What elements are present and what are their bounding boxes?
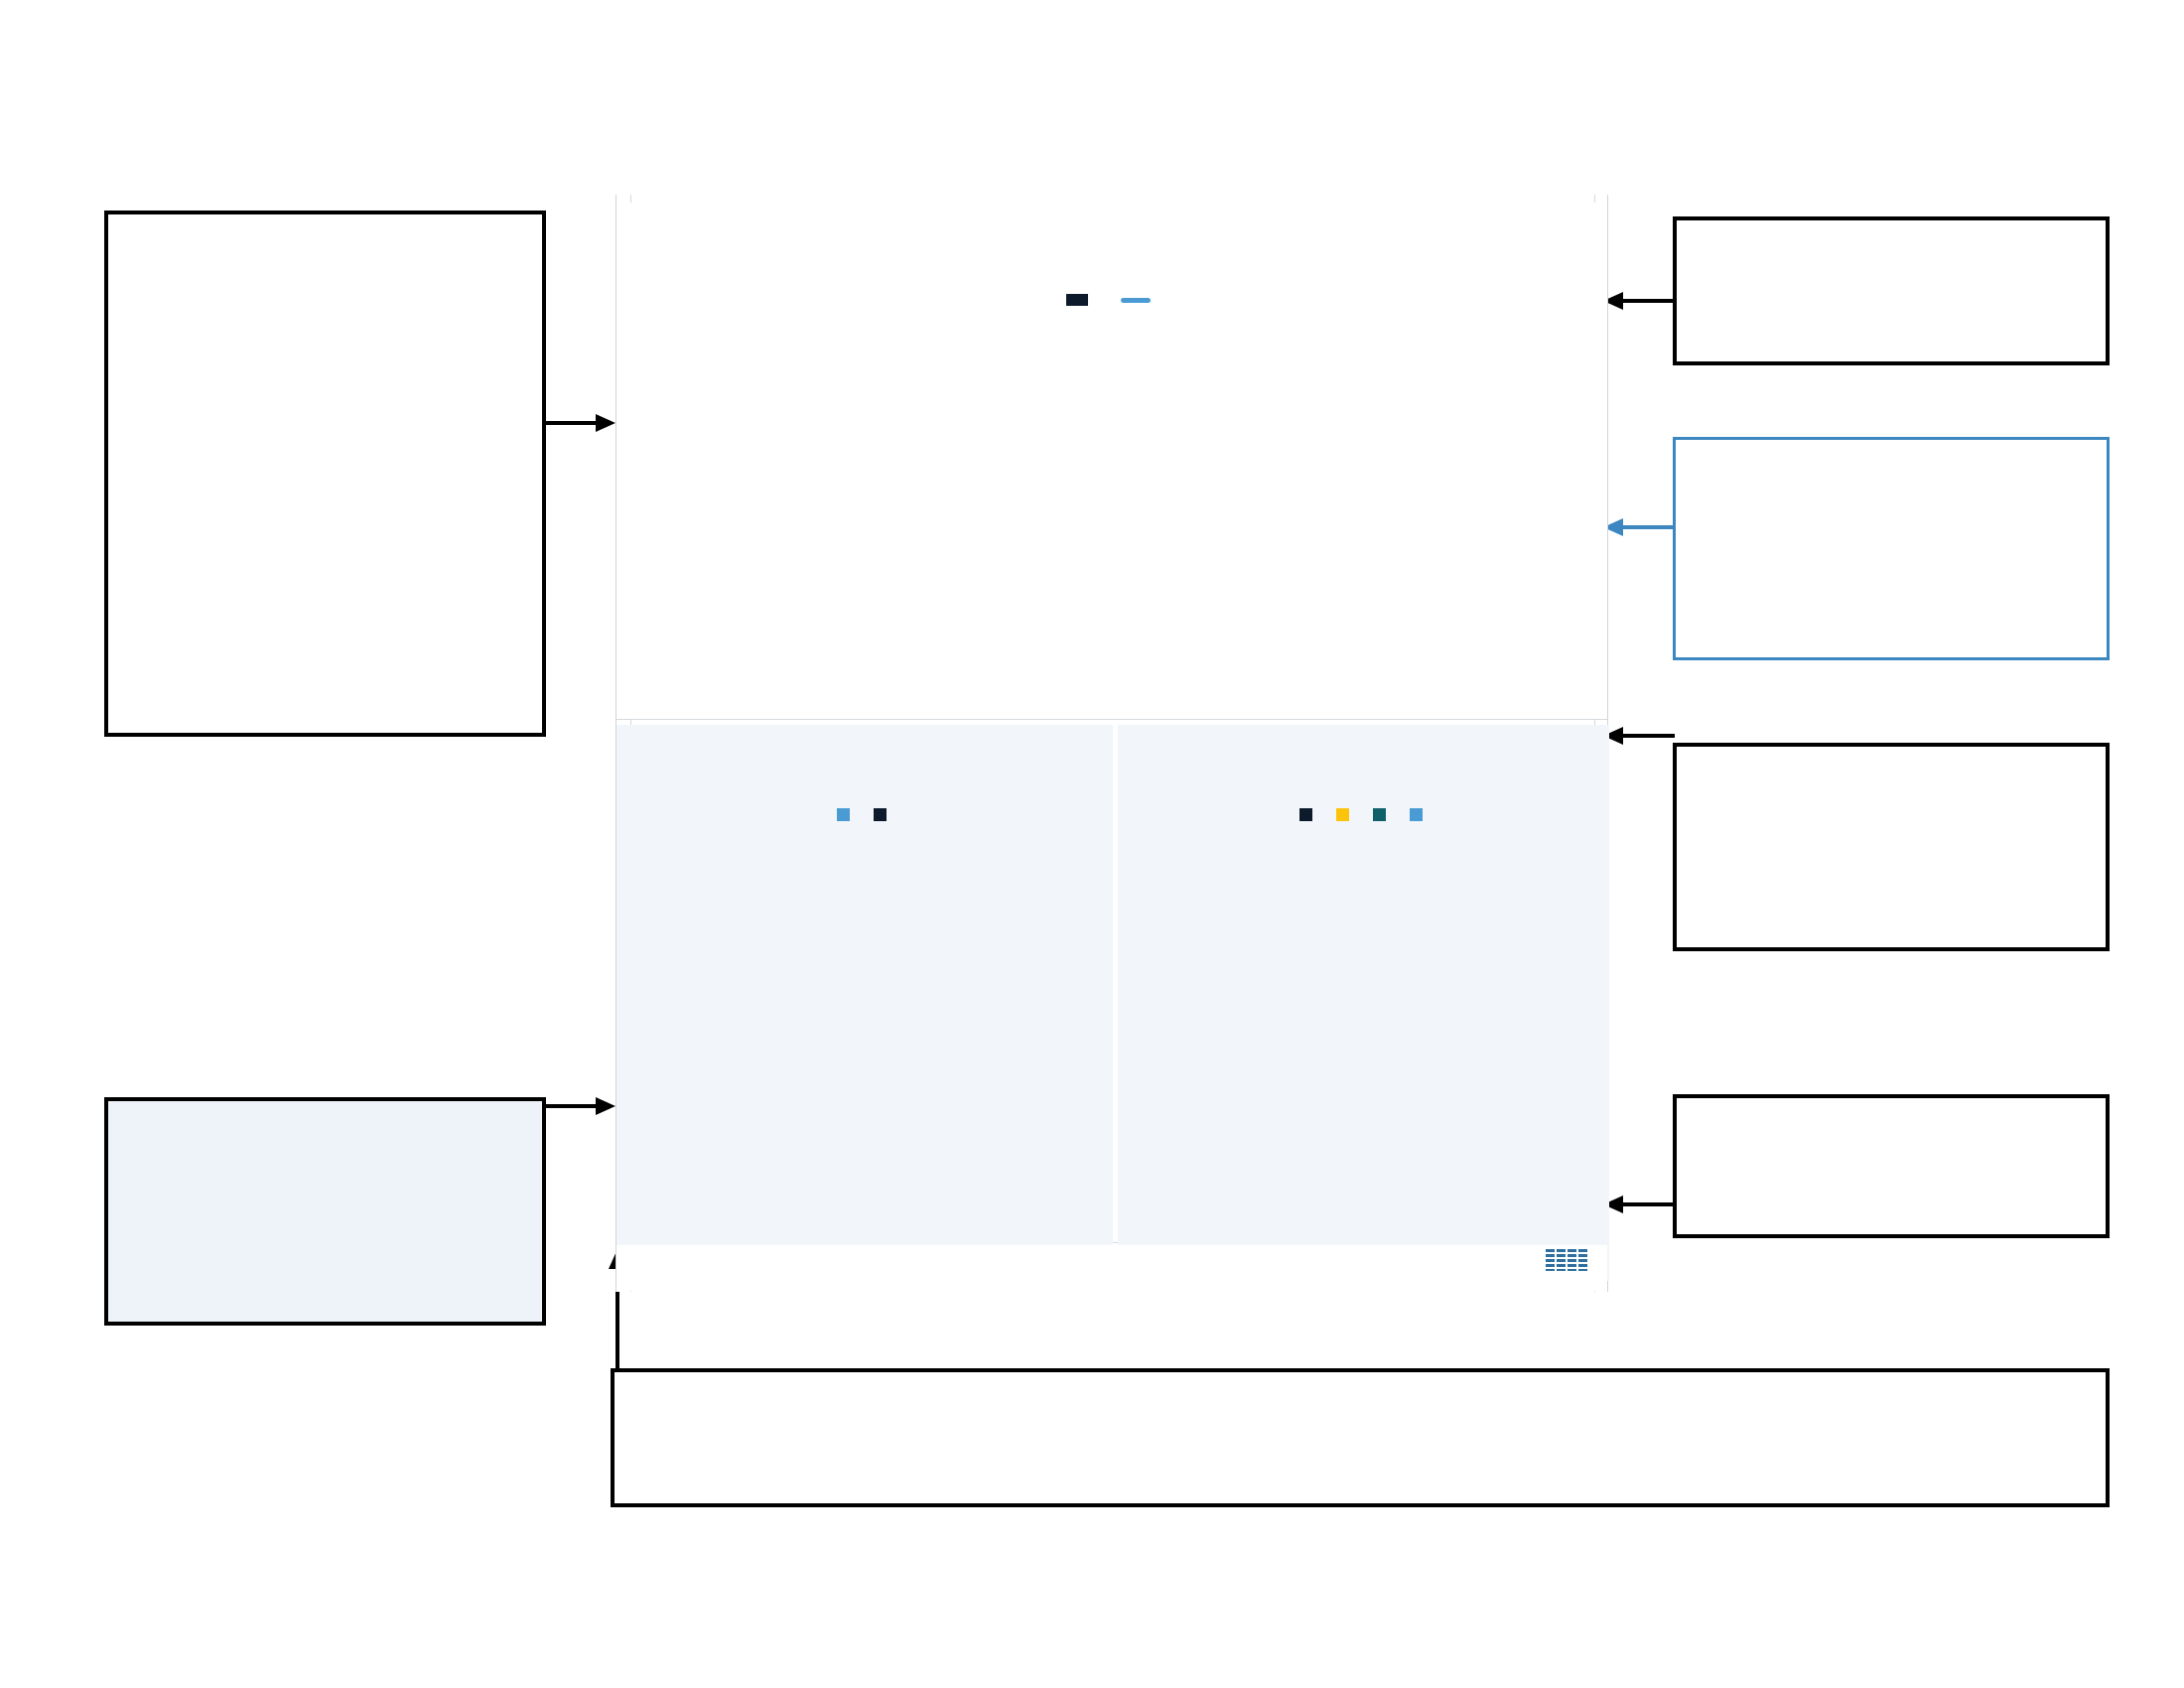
pie-chart-canvas bbox=[1234, 834, 1552, 1152]
annotation-left-bottom bbox=[104, 1097, 546, 1326]
legend-item-left-2 bbox=[874, 808, 892, 821]
top-chart-y-axis-left bbox=[616, 320, 702, 653]
arrow-right-margins bbox=[1603, 727, 1675, 745]
annotation-right-logo bbox=[1673, 1094, 2110, 1238]
legend-swatch-pie-4 bbox=[1410, 808, 1423, 821]
left-chart-legend bbox=[616, 808, 1113, 821]
legend-item-data-type-1 bbox=[1121, 298, 1158, 303]
legend-swatch-left-1 bbox=[837, 808, 850, 821]
legend-item-pie-4 bbox=[1410, 808, 1429, 821]
arrow-right-top bbox=[1603, 292, 1675, 310]
stacked-bar-plot bbox=[672, 836, 1089, 1164]
stacked-bar-section bbox=[616, 725, 1113, 1281]
top-chart-plot bbox=[706, 320, 1500, 653]
arrow-right-logo bbox=[1603, 1196, 1675, 1213]
top-chart-legend bbox=[616, 294, 1607, 306]
legend-item-pie-1 bbox=[1299, 808, 1318, 821]
arrow-left-bottom bbox=[546, 1097, 617, 1115]
legend-item-data-type-2 bbox=[1066, 294, 1095, 306]
annotation-bottom-notes bbox=[611, 1368, 2110, 1507]
annotation-left-top bbox=[104, 211, 546, 737]
annotation-right-secondary-axis bbox=[1673, 437, 2110, 660]
legend-item-left-1 bbox=[837, 808, 856, 821]
dashboard-frame bbox=[615, 195, 1608, 1292]
annotation-right-top bbox=[1673, 216, 2110, 365]
pie-chart-section bbox=[1118, 725, 1609, 1281]
top-chart-y-axis-right bbox=[1506, 320, 1575, 653]
legend-swatch-pie-3 bbox=[1373, 808, 1386, 821]
stacked-bar-x-axis bbox=[672, 1168, 1089, 1194]
guide-line-mid bbox=[616, 719, 1607, 720]
annotation-right-margins bbox=[1673, 743, 2110, 951]
legend-swatch-left-2 bbox=[874, 808, 887, 821]
logo-mark-icon bbox=[1546, 1249, 1587, 1271]
legend-swatch-pie-2 bbox=[1336, 808, 1349, 821]
top-chart-section bbox=[616, 203, 1607, 719]
legend-item-pie-2 bbox=[1336, 808, 1355, 821]
arrow-left-top bbox=[546, 414, 617, 432]
legend-swatch-pie-1 bbox=[1299, 808, 1312, 821]
legend-swatch-bar bbox=[1066, 294, 1088, 306]
top-chart-x-axis bbox=[706, 657, 1500, 687]
dashboard-footer bbox=[616, 1245, 1607, 1291]
arrow-right-secondary-axis bbox=[1603, 518, 1675, 536]
organization-logo bbox=[1546, 1249, 1593, 1271]
legend-swatch-line bbox=[1121, 298, 1151, 303]
pie-chart-legend bbox=[1118, 808, 1609, 821]
legend-item-pie-3 bbox=[1373, 808, 1392, 821]
